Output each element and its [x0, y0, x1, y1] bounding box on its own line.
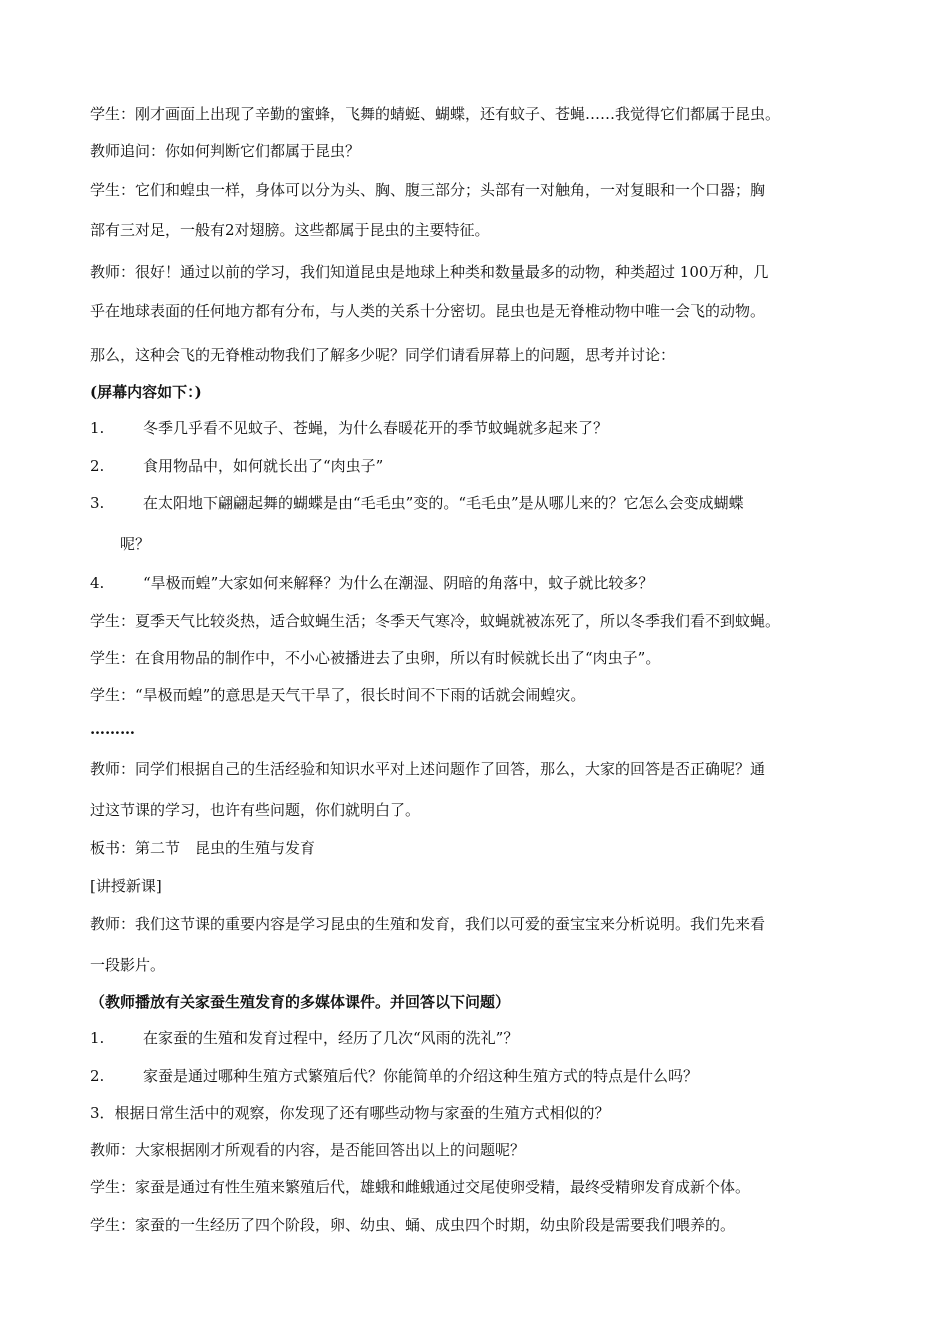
- item-text: 冬季几乎看不见蚊子、苍蝇，为什么春暖花开的季节蚊蝇就多起来了？: [143, 419, 609, 437]
- paragraph-line: 过这节课的学习，也许有些问题，你们就明白了。: [90, 801, 421, 819]
- question-item: [90, 573, 653, 593]
- paragraph-line: 那么，这种会飞的无脊椎动物我们了解多少呢？同学们请看屏幕上的问题，思考并讨论：: [90, 346, 676, 364]
- paragraph-line: 教师：很好！通过以前的学习，我们知道昆虫是地球上种类和数量最多的动物，种类超过 100万种，几: [90, 263, 769, 281]
- paragraph-line: 乎在地球表面的任何地方都有分布，与人类的关系十分密切。昆虫也是无脊椎动物中唯一会飞的动物。: [90, 302, 766, 320]
- question-item: [90, 493, 744, 513]
- paragraph-line: 学生：刚才画面上出现了辛勤的蜜蜂，飞舞的蜻蜓、蝴蝶，还有蚊子、苍蝇……我觉得它们都属于昆虫。: [90, 105, 781, 123]
- board-title: 板书：第二节 昆虫的生殖与发育: [90, 839, 316, 857]
- paragraph-line: 部有三对足，一般有2对翅膀。这些都属于昆虫的主要特征。: [90, 221, 490, 239]
- activity-heading: （教师播放有关家蚕生殖发育的多媒体课件。并回答以下问题）: [90, 993, 511, 1011]
- item-number: 2.: [90, 457, 105, 475]
- item-number: 3.: [90, 494, 105, 512]
- paragraph-line: 教师：大家根据刚才所观看的内容，是否能回答出以上的问题呢？: [90, 1141, 526, 1159]
- item-text: 食用物品中，如何就长出了“肉虫子”: [143, 457, 384, 475]
- item-number: 1.: [90, 419, 105, 437]
- item-text: “旱极而蝗”大家如何来解释？为什么在潮湿、阴暗的角落中，蚊子就比较多？: [143, 574, 654, 592]
- paragraph-line: 学生：它们和蝗虫一样，身体可以分为头、胸、腹三部分；头部有一对触角，一对复眼和一个口器；胸: [90, 181, 766, 199]
- paragraph-line: 一段影片。: [90, 956, 166, 974]
- item-number: 2.: [90, 1067, 105, 1085]
- item-number: 1.: [90, 1029, 105, 1047]
- question-item: [90, 418, 608, 438]
- paragraph-line: 学生：夏季天气比较炎热，适合蚊蝇生活；冬季天气寒冷，蚊蝇就被冻死了，所以冬季我们看不到蚊蝇。: [90, 612, 781, 630]
- question-item: [90, 1028, 518, 1048]
- ellipsis-line: ………: [90, 720, 135, 738]
- paragraph-line: 教师追问：你如何判断它们都属于昆虫？: [90, 142, 361, 160]
- screen-content-heading: (屏幕内容如下：): [90, 383, 202, 401]
- question-item-continuation: 呢？: [120, 535, 151, 553]
- item-number: 4.: [90, 574, 105, 592]
- paragraph-line: 教师：我们这节课的重要内容是学习昆虫的生殖和发育，我们以可爱的蚕宝宝来分析说明。我们先来看: [90, 915, 766, 933]
- item-text: 家蚕是通过哪种生殖方式繁殖后代？你能简单的介绍这种生殖方式的特点是什么吗？: [143, 1067, 699, 1085]
- item-text: 在家蚕的生殖和发育过程中，经历了几次“风雨的洗礼”？: [143, 1029, 519, 1047]
- question-item: [90, 456, 383, 476]
- section-heading: [讲授新课]: [90, 877, 162, 895]
- item-text: 在太阳地下翩翩起舞的蝴蝶是由“毛毛虫”变的。“毛毛虫”是从哪儿来的？它怎么会变成蝴蝶: [143, 494, 744, 512]
- paragraph-line: 学生：家蚕是通过有性生殖来繁殖后代，雄蛾和雌蛾通过交尾使卵受精，最终受精卵发育成新个体。: [90, 1178, 751, 1196]
- paragraph-line: 学生：家蚕的一生经历了四个阶段，卵、幼虫、蛹、成虫四个时期，幼虫阶段是需要我们喂养的。: [90, 1216, 736, 1234]
- question-item: 3．根据日常生活中的观察，你发现了还有哪些动物与家蚕的生殖方式相似的？: [90, 1104, 610, 1122]
- paragraph-line: 学生：在食用物品的制作中，不小心被播进去了虫卵，所以有时候就长出了“肉虫子”。: [90, 649, 661, 667]
- question-item: [90, 1066, 698, 1086]
- paragraph-line: 学生：“旱极而蝗”的意思是天气干旱了，很长时间不下雨的话就会闹蝗灾。: [90, 686, 586, 704]
- paragraph-line: 教师：同学们根据自己的生活经验和知识水平对上述问题作了回答，那么，大家的回答是否正确呢？通: [90, 760, 766, 778]
